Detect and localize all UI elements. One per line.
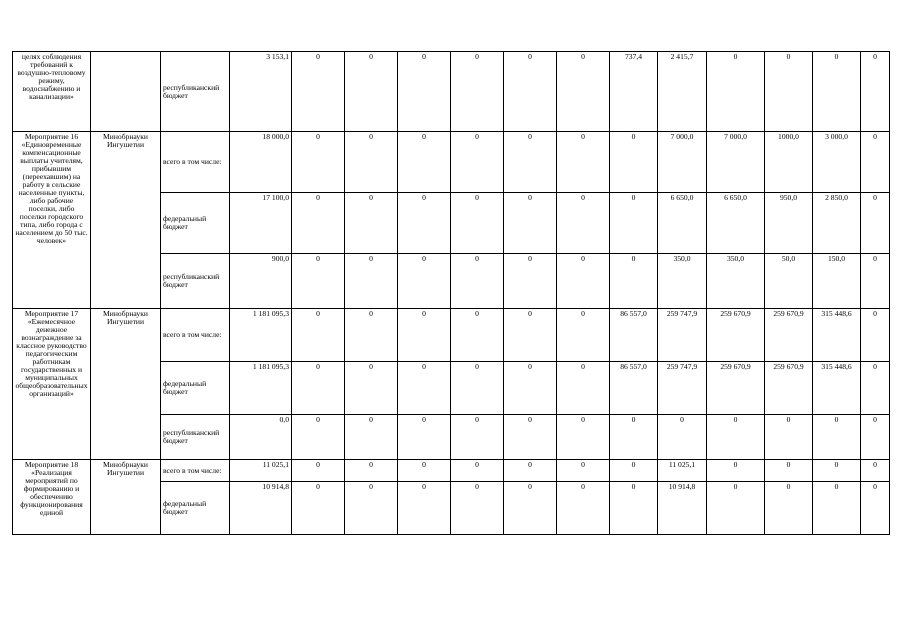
year-value-cell: 0 (292, 254, 345, 309)
year-value-cell: 0 (765, 415, 813, 460)
year-value-cell: 259 747,9 (658, 362, 707, 415)
year-value-cell: 0 (504, 52, 557, 132)
year-value-cell: 0 (398, 132, 451, 193)
year-value-cell: 0 (557, 415, 610, 460)
year-value-cell: 0 (451, 193, 504, 254)
year-value-cell: 3 000,0 (813, 132, 861, 193)
year-value-cell: 2 415,7 (658, 52, 707, 132)
year-value-cell: 950,0 (765, 193, 813, 254)
year-value-cell: 0 (658, 415, 707, 460)
year-value-cell: 259 670,9 (765, 309, 813, 362)
total-value-cell: 3 153,1 (230, 52, 292, 132)
year-value-cell: 0 (610, 460, 658, 482)
year-value-cell: 0 (398, 415, 451, 460)
year-value-cell: 0 (292, 482, 345, 535)
table-row (13, 52, 890, 132)
measure-name-cell: Мероприятие 17 «Ежемесячное денежное вознаграждение за классное руководство педагогическим работникам государственных и муниципальных общеобразовательных организаций» (13, 309, 91, 460)
year-value-cell: 0 (398, 52, 451, 132)
year-value-cell: 0 (707, 460, 765, 482)
year-value-cell: 0 (398, 460, 451, 482)
year-value-cell: 0 (557, 52, 610, 132)
executor-cell (91, 52, 161, 132)
year-value-cell: 0 (451, 482, 504, 535)
year-value-cell: 7 000,0 (658, 132, 707, 193)
year-value-cell: 0 (765, 482, 813, 535)
funding-source-cell: федеральный бюджет (161, 193, 230, 254)
year-value-cell: 0 (451, 460, 504, 482)
year-value-cell: 150,0 (813, 254, 861, 309)
year-value-cell: 0 (345, 254, 398, 309)
year-value-cell: 0 (345, 309, 398, 362)
funding-source-cell: республиканский бюджет (161, 415, 230, 460)
year-value-cell: 0 (861, 362, 890, 415)
year-value-cell: 0 (345, 482, 398, 535)
year-value-cell: 0 (557, 193, 610, 254)
year-value-cell: 0 (861, 254, 890, 309)
year-value-cell: 0 (451, 362, 504, 415)
year-value-cell: 0 (345, 193, 398, 254)
year-value-cell: 0 (504, 132, 557, 193)
year-value-cell: 0 (707, 415, 765, 460)
year-value-cell: 0 (557, 309, 610, 362)
year-value-cell: 259 670,9 (707, 309, 765, 362)
budget-table (12, 51, 890, 535)
year-value-cell: 0 (557, 254, 610, 309)
year-value-cell: 11 025,1 (658, 460, 707, 482)
measure-name-cell: Мероприятие 18 «Реализация мероприятий по формированию и обеспечению функционирования единой (13, 460, 91, 535)
year-value-cell: 0 (610, 415, 658, 460)
year-value-cell: 315 448,6 (813, 309, 861, 362)
year-value-cell: 7 000,0 (707, 132, 765, 193)
funding-source-cell: федеральный бюджет (161, 482, 230, 535)
year-value-cell: 0 (345, 460, 398, 482)
measure-name-cell: целях соблюдения требований к воздушно-тепловому режиму, водоснабжению и канализации» (13, 52, 91, 132)
executor-cell: Минобрнауки Ингушетии (91, 460, 161, 535)
year-value-cell: 0 (813, 52, 861, 132)
year-value-cell: 737,4 (610, 52, 658, 132)
total-value-cell: 900,0 (230, 254, 292, 309)
year-value-cell: 0 (504, 193, 557, 254)
executor-cell: Минобрнауки Ингушетии (91, 132, 161, 309)
year-value-cell: 0 (292, 52, 345, 132)
year-value-cell: 0 (451, 309, 504, 362)
year-value-cell: 0 (610, 254, 658, 309)
year-value-cell: 0 (504, 482, 557, 535)
funding-source-cell: всего в том числе: (161, 309, 230, 362)
year-value-cell: 0 (861, 482, 890, 535)
year-value-cell: 0 (398, 193, 451, 254)
year-value-cell: 0 (504, 415, 557, 460)
total-value-cell: 18 000,0 (230, 132, 292, 193)
year-value-cell: 0 (398, 309, 451, 362)
year-value-cell: 0 (765, 52, 813, 132)
year-value-cell: 0 (813, 415, 861, 460)
executor-cell: Минобрнауки Ингушетии (91, 309, 161, 460)
year-value-cell: 0 (292, 309, 345, 362)
year-value-cell: 0 (504, 254, 557, 309)
year-value-cell: 2 850,0 (813, 193, 861, 254)
table-row (13, 132, 890, 193)
year-value-cell: 0 (707, 482, 765, 535)
year-value-cell: 0 (292, 132, 345, 193)
total-value-cell: 0,0 (230, 415, 292, 460)
funding-source-cell: федеральный бюджет (161, 362, 230, 415)
funding-source-cell: республиканский бюджет (161, 52, 230, 132)
year-value-cell: 0 (345, 362, 398, 415)
year-value-cell: 10 914,8 (658, 482, 707, 535)
table-row (13, 309, 890, 362)
year-value-cell: 350,0 (707, 254, 765, 309)
year-value-cell: 0 (610, 132, 658, 193)
year-value-cell: 0 (504, 309, 557, 362)
year-value-cell: 259 670,9 (707, 362, 765, 415)
year-value-cell: 259 747,9 (658, 309, 707, 362)
total-value-cell: 11 025,1 (230, 460, 292, 482)
year-value-cell: 0 (292, 460, 345, 482)
year-value-cell: 315 448,6 (813, 362, 861, 415)
year-value-cell: 0 (557, 362, 610, 415)
year-value-cell: 0 (557, 460, 610, 482)
year-value-cell: 0 (557, 482, 610, 535)
year-value-cell: 0 (345, 415, 398, 460)
year-value-cell: 0 (610, 193, 658, 254)
year-value-cell: 50,0 (765, 254, 813, 309)
year-value-cell: 0 (398, 362, 451, 415)
year-value-cell: 0 (765, 460, 813, 482)
funding-source-cell: республиканский бюджет (161, 254, 230, 309)
measure-name-cell: Мероприятие 16 «Единовременные компенсационные выплаты учителям, прибывшим (переехавшим) на работу в сельские населенные пункты, либо рабочие поселки, либо поселки городского типа, либо города с населением до 50 тыс. человек» (13, 132, 91, 309)
year-value-cell: 0 (861, 309, 890, 362)
year-value-cell: 259 670,9 (765, 362, 813, 415)
year-value-cell: 0 (292, 415, 345, 460)
year-value-cell: 0 (557, 132, 610, 193)
year-value-cell: 0 (451, 52, 504, 132)
year-value-cell: 0 (861, 132, 890, 193)
year-value-cell: 0 (504, 460, 557, 482)
total-value-cell: 1 181 095,3 (230, 309, 292, 362)
year-value-cell: 0 (813, 482, 861, 535)
funding-source-cell: всего в том числе: (161, 132, 230, 193)
year-value-cell: 350,0 (658, 254, 707, 309)
year-value-cell: 0 (861, 460, 890, 482)
year-value-cell: 0 (292, 193, 345, 254)
funding-source-cell: всего в том числе: (161, 460, 230, 482)
year-value-cell: 6 650,0 (707, 193, 765, 254)
year-value-cell: 1000,0 (765, 132, 813, 193)
year-value-cell: 0 (861, 52, 890, 132)
year-value-cell: 0 (451, 132, 504, 193)
year-value-cell: 0 (451, 415, 504, 460)
year-value-cell: 0 (398, 482, 451, 535)
year-value-cell: 0 (861, 415, 890, 460)
year-value-cell: 0 (861, 193, 890, 254)
year-value-cell: 0 (345, 132, 398, 193)
year-value-cell: 0 (451, 254, 504, 309)
year-value-cell: 0 (504, 362, 557, 415)
table-row (13, 460, 890, 482)
year-value-cell: 0 (610, 482, 658, 535)
total-value-cell: 1 181 095,3 (230, 362, 292, 415)
table-body (13, 52, 890, 535)
total-value-cell: 17 100,0 (230, 193, 292, 254)
year-value-cell: 0 (398, 254, 451, 309)
year-value-cell: 0 (707, 52, 765, 132)
year-value-cell: 0 (813, 460, 861, 482)
year-value-cell: 86 557,0 (610, 362, 658, 415)
year-value-cell: 0 (345, 52, 398, 132)
year-value-cell: 0 (292, 362, 345, 415)
year-value-cell: 6 650,0 (658, 193, 707, 254)
year-value-cell: 86 557,0 (610, 309, 658, 362)
total-value-cell: 10 914,8 (230, 482, 292, 535)
